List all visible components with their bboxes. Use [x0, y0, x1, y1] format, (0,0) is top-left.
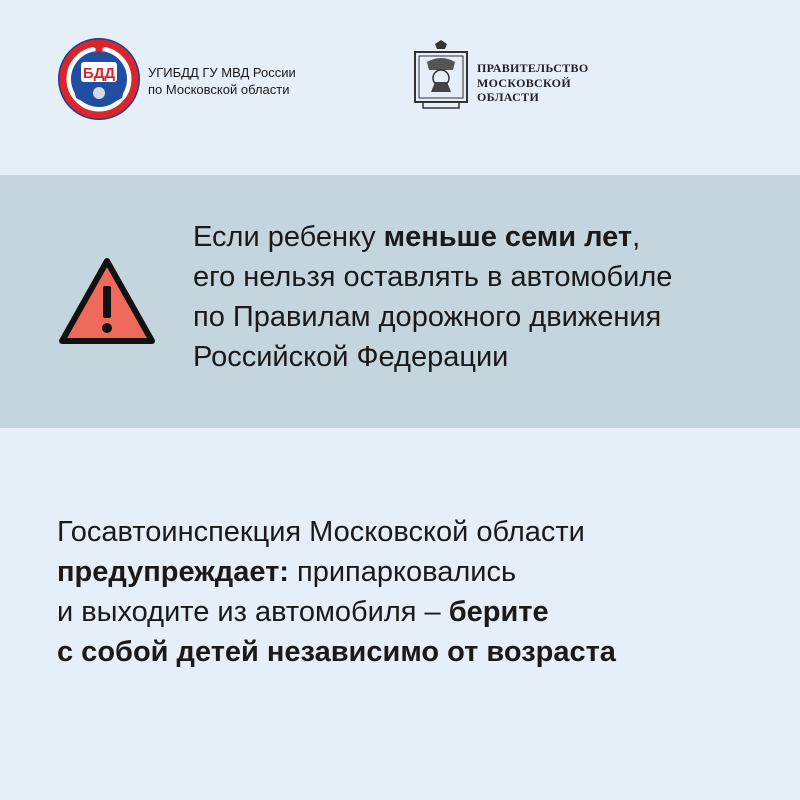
notice-line2: [57, 552, 616, 592]
gibdd-name-line1: УГИБДД ГУ МВД России: [148, 65, 296, 80]
gibdd-name-line2: по Московской области: [148, 82, 290, 97]
gov-name-line2: МОСКОВСКОЙ: [477, 75, 571, 90]
gov-name-line3: ОБЛАСТИ: [477, 90, 540, 104]
gov-name-line1: ПРАВИТЕЛЬСТВО: [477, 61, 589, 75]
moscow-oblast-coat-of-arms-icon: [413, 40, 469, 110]
warning-line1: [193, 217, 672, 257]
notice-line2-rest: припарковались: [288, 556, 517, 588]
notice-text: [57, 512, 616, 672]
notice-line3-prefix: и выходите из автомобиля –: [57, 596, 449, 628]
notice-line4: с собой детей независимо от возраста: [57, 636, 616, 668]
warning-line1-suffix: ,: [632, 221, 641, 253]
notice-line1: Госавтоинспекция Московской области: [57, 516, 585, 548]
warning-line1-bold: меньше семи лет: [383, 221, 633, 253]
emblem-text: БДД: [82, 65, 116, 82]
warning-triangle-icon: [57, 256, 157, 346]
warning-line1-prefix: Если ребенку: [193, 221, 384, 253]
gibdd-name: [148, 64, 296, 98]
warning-line3: по Правилам дорожного движения: [193, 301, 662, 333]
warning-line2: его нельзя оставлять в автомобиле: [193, 261, 673, 293]
warning-text: [193, 217, 672, 377]
notice-line3-bold: берите: [448, 596, 549, 628]
gibdd-emblem-icon: [58, 38, 140, 120]
warning-line4: Российской Федерации: [193, 341, 509, 373]
gov-name: [477, 61, 588, 105]
notice-line3: [57, 592, 616, 632]
header: [0, 0, 800, 175]
notice-line2-bold: предупреждает:: [57, 556, 289, 588]
